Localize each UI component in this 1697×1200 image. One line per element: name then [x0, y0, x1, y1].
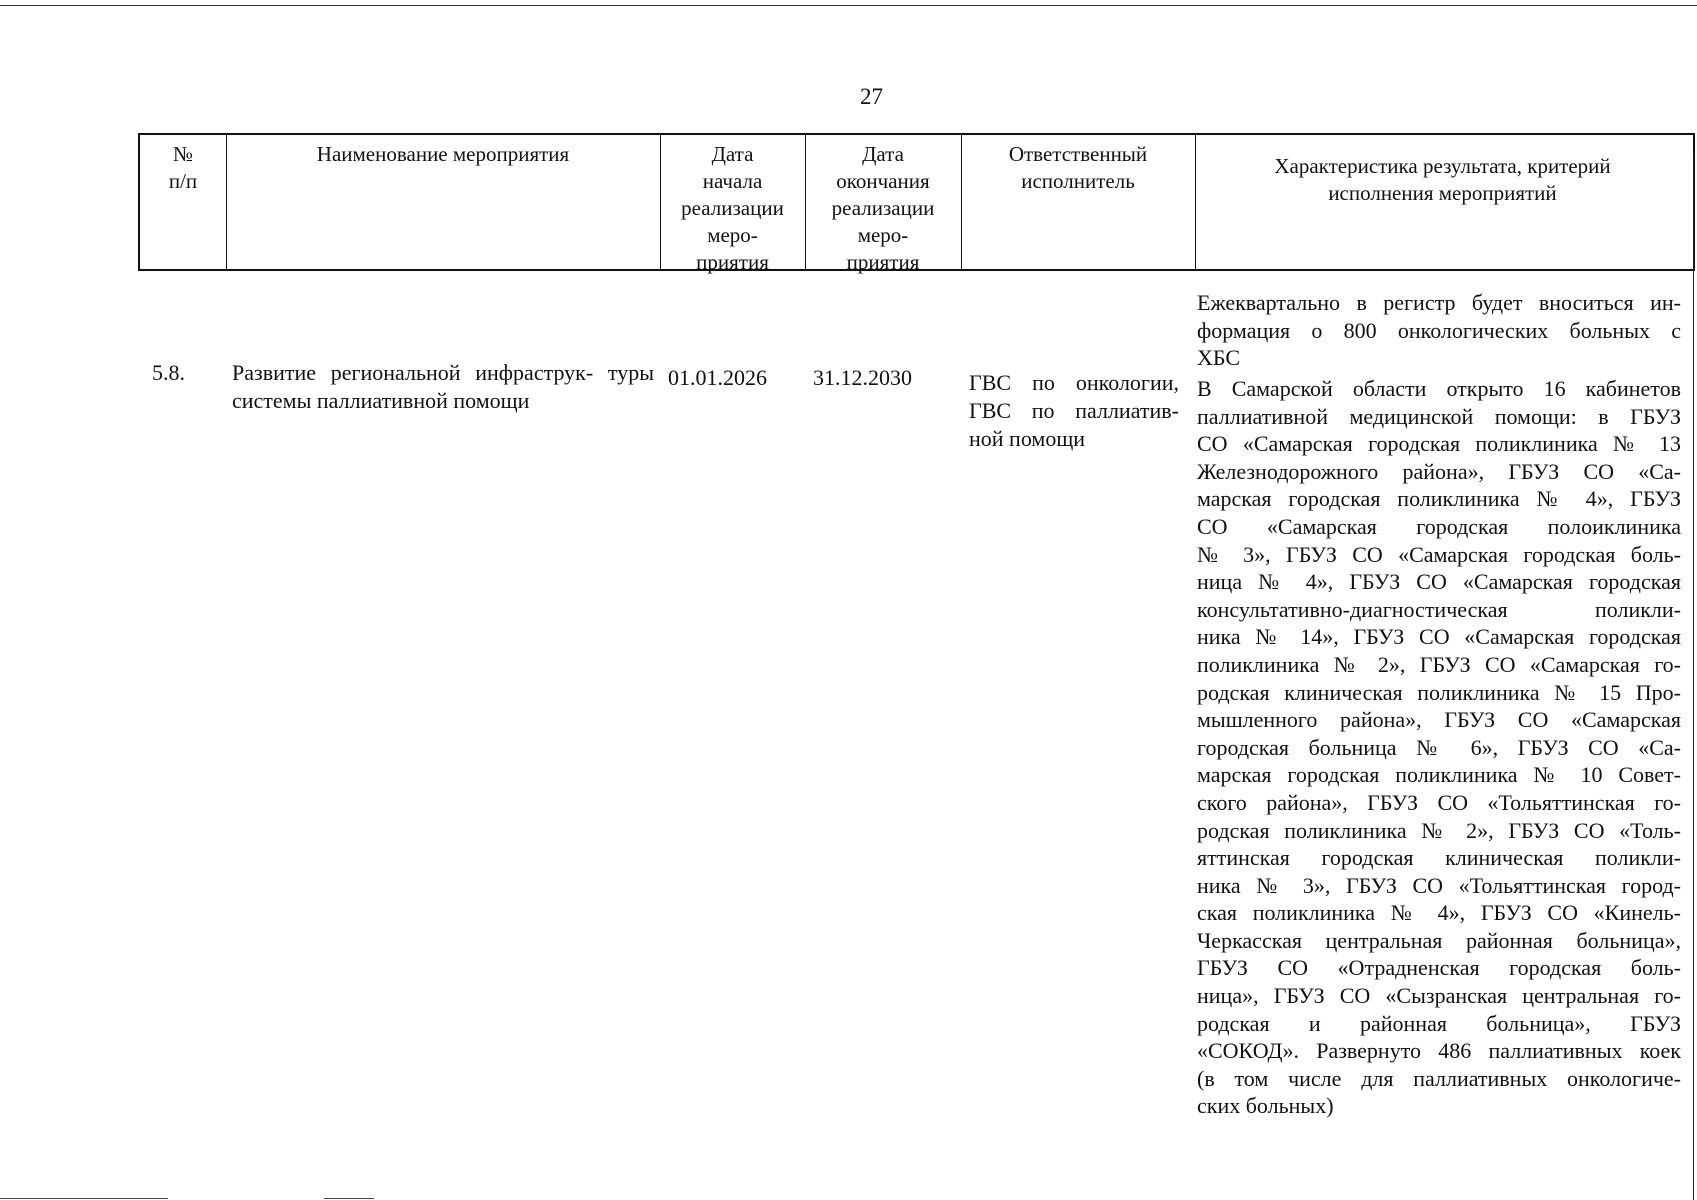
page-number: 27: [860, 84, 883, 109]
footnote-rule: [324, 1198, 374, 1199]
header-start-date: Дата начала реализации меро- приятия: [681, 142, 784, 274]
table-header: [138, 133, 1695, 274]
row-responsible: ГВС по онкологии, ГВС по паллиатив- ной помощи: [969, 370, 1179, 451]
header-result: Характеристика результата, критерий исполнения мероприятий: [1274, 154, 1611, 205]
header-num: № п/п: [168, 142, 198, 193]
row-result: В Самарской области открыто 16 кабинетов паллиативной медицинской помощи: в ГБУЗ СО «Самарская городская поликлиника № 13 Железнодорожного района», ГБУЗ СО «Са- марская городская поликлиника № 4», ГБУЗ СО «Самарская городская полоиклиника № 3», ГБУЗ СО «Самарская городская боль- ница № 4», ГБУЗ СО «Самарская городская консультативно-диагностическая поликли- ника № 14», ГБУЗ СО «Самарская городская поликлиника № 2», ГБУЗ СО «Самарская го- родская клиническая поликлиника № 15 Про- мышленного района», ГБУЗ СО «Самарская городская больница № 6», ГБУЗ СО «Са- марская городская поликлиника № 10 Совет- ского района», ГБУЗ СО «Тольяттинская го- родская поликлиника № 2», ГБУЗ СО «Толь- яттинская городская клиническая поликли- ника № 3», ГБУЗ СО «Тольяттинская город- ская поликлиника № 4», ГБУЗ СО «Кинель- Черкасская центральная районная больница», ГБУЗ СО «Отрадненская городская боль- ница», ГБУЗ СО «Сызранская центральная го- родская и районная больница», ГБУЗ «СОКОД». Развернуто 486 паллиативных коек (в том числе для паллиативных онкологиче- ских больных): [1197, 376, 1681, 1119]
header-end-date: Дата окончания реализации меро- приятия: [831, 142, 935, 274]
carryover-text: Ежеквартально в регистр будет вноситься ин- формация о 800 онкологических больных с ХБС: [1197, 290, 1681, 371]
row-end-date: 31.12.2030: [813, 365, 912, 390]
header-name: Наименование мероприятия: [316, 142, 570, 166]
table-right-border: [1693, 155, 1694, 1200]
row-start-date: 01.01.2026: [668, 365, 767, 390]
row-name: Развитие региональной инфраструк- туры системы паллиативной помощи: [232, 360, 654, 413]
top-rule: [0, 5, 1697, 6]
header-responsible: Ответственный исполнитель: [1008, 142, 1148, 193]
footnote-rule: [0, 1198, 168, 1199]
row-number: 5.8.: [152, 360, 185, 385]
